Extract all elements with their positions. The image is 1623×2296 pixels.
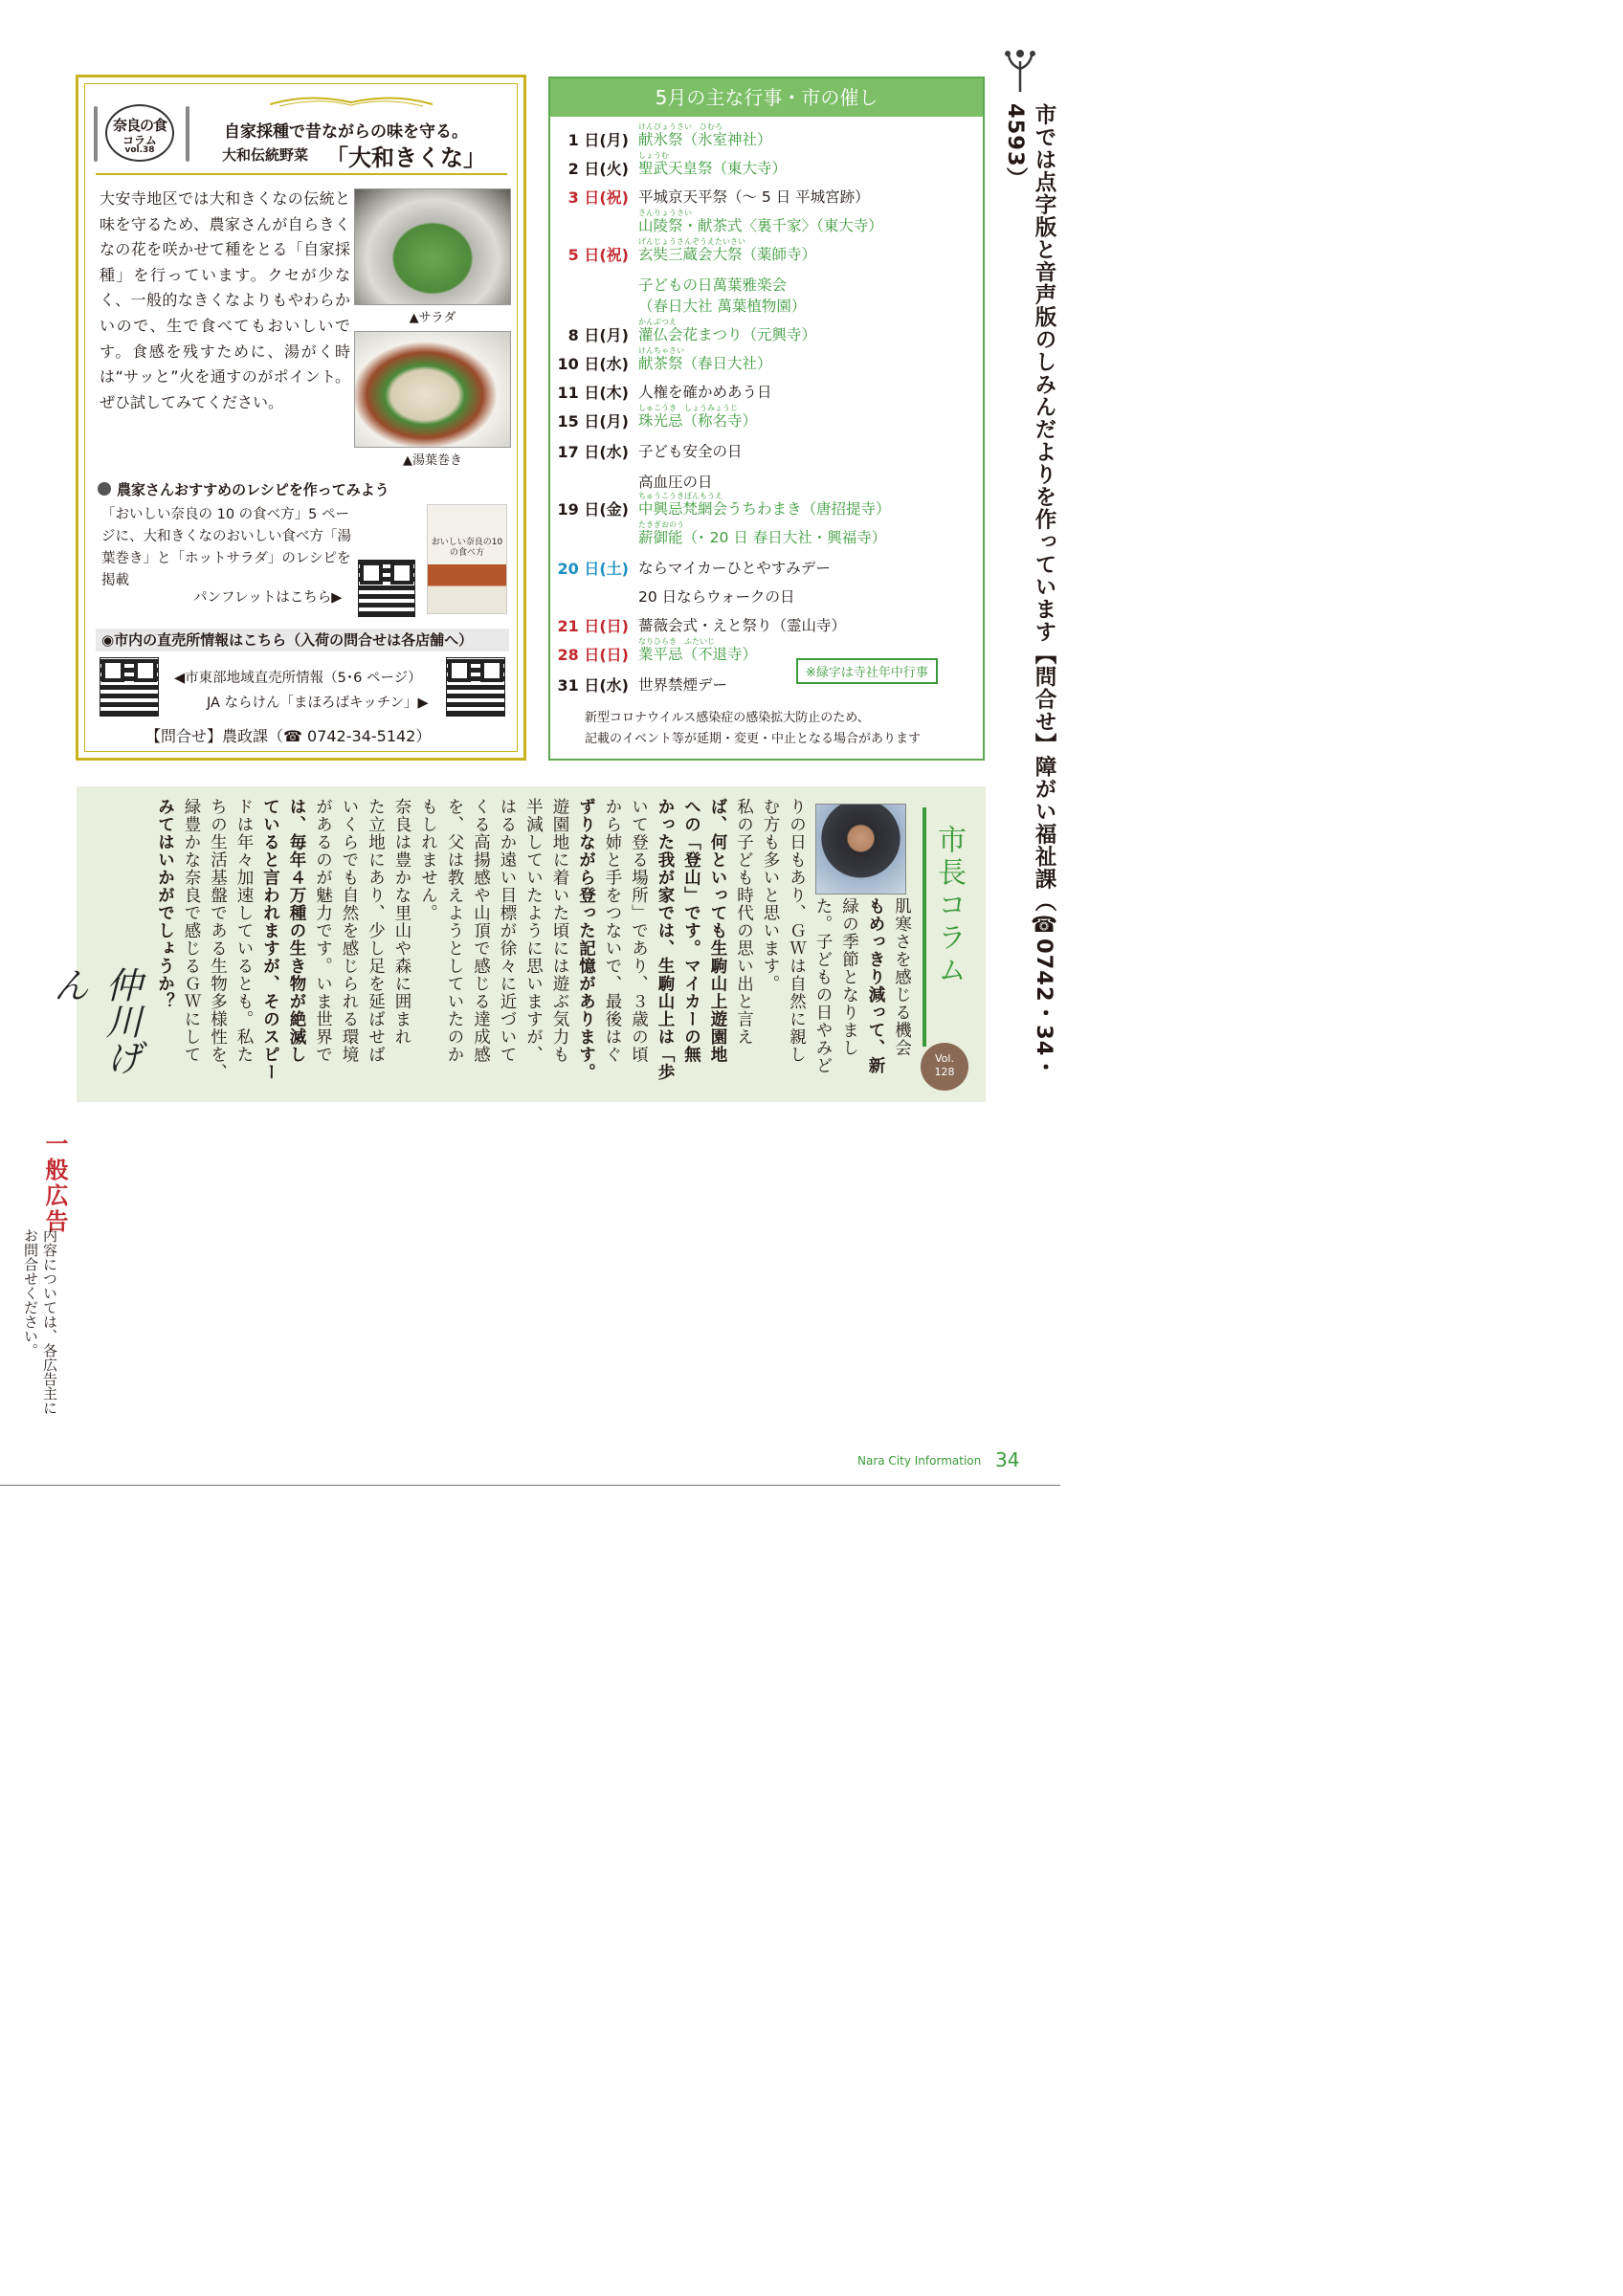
ribbon-ornament <box>270 93 433 108</box>
mayor-text-column: 緑の季節となりまし <box>839 897 859 1057</box>
events-legend: ※緑字は寺社年中行事 <box>796 658 938 684</box>
event-name: 世界禁煙デー <box>638 676 728 694</box>
event-name: ならマイカーひとやすみデー <box>638 560 831 577</box>
ja-kitchen-link[interactable]: JA ならけん「まほろばキッチン」▶ <box>207 695 429 711</box>
event-row <box>550 440 983 469</box>
event-date: 15 日(月) <box>557 412 629 430</box>
mayor-text-column: た立地にあり、少し足を延ばせば <box>366 798 386 1064</box>
recipe-text: 「おいしい奈良の 10 の食べ方」5 ページに、大和きくなのおいしい食べ方「湯葉巻き」と「ホットサラダ」のレシピを掲載 <box>101 507 351 588</box>
ja-kitchen-qr-code[interactable] <box>446 657 505 717</box>
mayor-text-column: ば、何といっても生駒山上遊園地 <box>708 798 727 1064</box>
mayor-text-column: もめっきり減って、新 <box>866 897 885 1074</box>
volume-label: Vol. <box>935 1052 954 1065</box>
volume-number: 128 <box>934 1066 955 1078</box>
event-date: 17 日(水) <box>557 443 629 461</box>
mayor-text-column: ドは年々加速しているとも。私た <box>234 798 254 1064</box>
events-note-line: 記載のイベント等が延期・変更・中止となる場合があります <box>585 732 922 746</box>
event-date: 10 日(水) <box>557 355 629 373</box>
mayor-text-column: 肌寒さを感じる機会 <box>892 897 912 1057</box>
mayor-text-column: いて登る場所」であり、３歳の頃 <box>629 798 649 1064</box>
event-ruby: ちゅうこうきぼんもうえ <box>638 492 723 500</box>
mayor-text-column: む方も多いと思います。 <box>761 798 780 993</box>
mayor-text-column: は、毎年４万種の生き物が絶滅し <box>287 798 306 1064</box>
yuba-roll-photo <box>354 331 511 448</box>
mayor-text-column: ていると言われますが、そのスピー <box>260 798 280 1081</box>
event-name: 献茶祭（春日大社） <box>638 355 772 372</box>
event-row <box>550 318 983 352</box>
mayor-portrait <box>815 804 906 894</box>
mayor-text-column: ちの生活基盤である生物多様性を、 <box>208 798 228 1081</box>
mayor-volume-badge <box>921 1043 968 1091</box>
event-row <box>550 471 983 499</box>
event-row <box>550 209 983 243</box>
mayor-column-title: 市長コラム <box>932 825 966 987</box>
mayor-column <box>47 786 986 1102</box>
recipe-heading: 農家さんおすすめのレシピを作ってみよう <box>117 481 389 498</box>
event-name: 業平忌（不退寺） <box>638 646 758 663</box>
event-row <box>550 122 983 157</box>
event-row <box>550 520 983 555</box>
event-name: 20 日ならウォークの日 <box>638 588 795 606</box>
mayor-text-column: かった我が家では、生駒山上は「歩 <box>656 798 675 1081</box>
event-name: 玄奘三蔵会大祭（薬師寺） <box>638 246 817 263</box>
mayor-text-column: た。子どもの日やみど <box>813 897 833 1074</box>
pamphlet-cover-title: おいしい奈良の10の食べ方 <box>431 538 503 558</box>
event-ruby: しゅこうき しょうみょうじ <box>638 404 738 412</box>
event-row <box>550 492 983 526</box>
mayor-text-column: 私の子ども時代の思い出と言え <box>734 798 754 1046</box>
event-row <box>550 295 983 323</box>
mayor-text-column: 半減していたように思いますが、 <box>523 798 544 1064</box>
leaf-bullet-icon <box>98 482 111 496</box>
event-ruby: けんぴょうさい ひむろ <box>638 122 723 131</box>
event-date: 11 日(木) <box>557 384 629 402</box>
event-name: 人権を確かめあう日 <box>638 384 772 401</box>
event-name: 子ども安全の日 <box>638 443 743 460</box>
event-row <box>550 237 983 272</box>
event-date: 8 日(月) <box>567 326 629 344</box>
event-name: 珠光忌（称名寺） <box>638 412 758 430</box>
mayor-text-column: から姉と手をつないで、最後はぐ <box>603 798 622 1064</box>
direct-sales-heading: ◉市内の直売所情報はこちら（入荷の問合せは各店舗へ） <box>96 629 509 651</box>
mayor-text-column: 遊園地に着いた頃には遊ぶ気力も <box>550 798 569 1064</box>
events-box <box>548 77 985 761</box>
page-number: 34 <box>995 1448 1020 1471</box>
mayor-text-column: があるのが魅力です。いま世界で <box>313 798 333 1064</box>
events-title: 5月の主な行事・市の催し <box>550 78 983 117</box>
footer-label: Nara City Information <box>857 1454 982 1468</box>
events-note-line: 新型コロナウイルス感染症の感染拡大防止のため、 <box>585 711 870 725</box>
event-date: 2 日(火) <box>567 160 629 178</box>
event-ruby: しょうむ <box>638 151 669 160</box>
direct-sales-east-link[interactable]: ◀市東部地域直売所情報（5･6 ページ） <box>174 671 422 686</box>
divider <box>96 173 507 175</box>
bottom-rule <box>0 1485 1060 1500</box>
braille-audio-notice: 市では点字版と音声版のしみんだよりを作っています【問合せ】障がい福祉課（☎0742・34・4593） <box>1003 103 1056 1079</box>
event-name: 中興忌梵網会うちわまき（唐招提寺） <box>638 500 891 518</box>
event-ruby: かんぶつえ <box>638 318 677 326</box>
food-column <box>76 75 526 761</box>
events-note <box>585 708 921 750</box>
badge-volume: vol.38 <box>124 145 155 155</box>
event-date: 19 日(金) <box>557 500 629 519</box>
mayor-text-column: いくらでも自然を感じられる環境 <box>340 798 359 1064</box>
event-ruby: さんりょうさい <box>638 209 692 217</box>
food-subhead-label: 大和伝統野菜 <box>222 146 309 164</box>
event-row <box>550 151 983 186</box>
event-date: 1 日(月) <box>567 131 629 149</box>
event-ruby: けんちゃさい <box>638 346 684 355</box>
mayor-text-column: もしれません。 <box>418 798 438 922</box>
food-headline: 自家採種で昔ながらの味を守る。 <box>224 122 468 142</box>
event-name: 山陵祭・献茶式〈裏千家〉（東大寺） <box>638 217 883 234</box>
event-name: （春日大社 萬葉植物園） <box>638 298 807 315</box>
event-name: 献氷祭（氷室神社） <box>638 131 772 148</box>
yuba-caption: ▲湯葉巻き <box>403 453 462 468</box>
event-row <box>550 381 983 409</box>
event-date: 21 日(日) <box>557 617 629 635</box>
event-date: 31 日(水) <box>557 676 629 695</box>
event-date: 3 日(祝) <box>567 188 629 207</box>
event-row <box>550 614 983 643</box>
event-name: 平城京天平祭（～ 5 日 平城宮跡） <box>638 188 870 206</box>
event-name: 聖武天皇祭（東大寺） <box>638 160 788 177</box>
food-body-text: 大安寺地区では大和きくなの伝統と味を守るため、農家さんが自らきくなの花を咲かせて種をとる「自家採種」を行っています。クセが少なく、一般的なきくなよりもやわらかいので、生で食べてもおいしいです。食感を残すために、湯がく時は“サッと”火を通すのがポイント。ぜひ試してみてください。 <box>100 189 350 411</box>
mayor-text-column: への「登山」です。マイカーの無 <box>681 798 701 1064</box>
mayor-text-column: 緑豊かな奈良で感じるＧＷにして <box>182 798 201 1064</box>
event-row <box>550 346 983 381</box>
mayor-signature: 仲川げん <box>47 966 142 1075</box>
badge-subtitle: コラム <box>122 134 157 147</box>
mayor-text-column: りの日もあり、ＧＷは自然に親し <box>787 798 807 1064</box>
event-name: 薪御能（･ 20 日 春日大社・興福寺） <box>638 529 887 546</box>
mayor-text-column: 奈良は豊かな里山や森に囲まれ <box>392 798 411 1046</box>
spoon-icon <box>186 106 189 162</box>
mayor-title-bar <box>923 807 926 1047</box>
event-name: 高血圧の日 <box>638 474 713 491</box>
event-date: 28 日(日) <box>557 646 629 664</box>
food-contact: 【問合せ】農政課（☎ 0742-34-5142） <box>145 727 432 745</box>
event-date: 5 日(祝) <box>567 246 629 264</box>
ad-heading: 一般広告 <box>41 1132 68 1235</box>
pamphlet-link[interactable]: パンフレットはこちら▶ <box>193 590 343 606</box>
ad-note: 内容については、各広告主にお問合せください。 <box>22 1228 58 1415</box>
event-date: 20 日(土) <box>557 560 629 578</box>
event-row <box>550 557 983 585</box>
food-column-badge <box>105 104 174 162</box>
mayor-text-column: みてはいかがでしょうか？ <box>155 798 175 1010</box>
event-ruby: たきぎおのう <box>638 520 684 529</box>
event-ruby: げんじょうさんぞうえたいさい <box>638 237 745 246</box>
pamphlet-cover <box>427 504 507 614</box>
mayor-text-column: を、父は教えようとしていたのか <box>445 798 464 1064</box>
mayor-text-column: はるか遠い目標が徐々に近づいて <box>498 798 517 1064</box>
salad-photo <box>354 188 511 305</box>
direct-sales-qr-code[interactable] <box>100 657 159 717</box>
event-row <box>550 186 983 214</box>
mayor-text-column: くる高揚感や山頂で感じる達成感 <box>471 798 491 1064</box>
mayor-text-column: ずりながら登った記憶があります。 <box>576 798 596 1081</box>
fork-icon <box>94 106 98 162</box>
event-row <box>550 404 983 438</box>
badge-title: 奈良の食 <box>112 117 167 134</box>
food-subhead-title: 「大和きくな」 <box>325 144 486 171</box>
pamphlet-qr-code[interactable] <box>358 560 415 617</box>
event-name: 薔薇会式・えと祭り（霊山寺） <box>638 617 847 634</box>
event-name: 灌仏会花まつり（元興寺） <box>638 326 817 343</box>
event-name: 子どもの日萬葉雅楽会 <box>638 276 788 294</box>
event-ruby: なりひらき ふたいじ <box>638 637 715 646</box>
salad-caption: ▲サラダ <box>409 311 456 325</box>
event-row <box>550 585 983 614</box>
sprout-icon <box>1003 48 1037 92</box>
